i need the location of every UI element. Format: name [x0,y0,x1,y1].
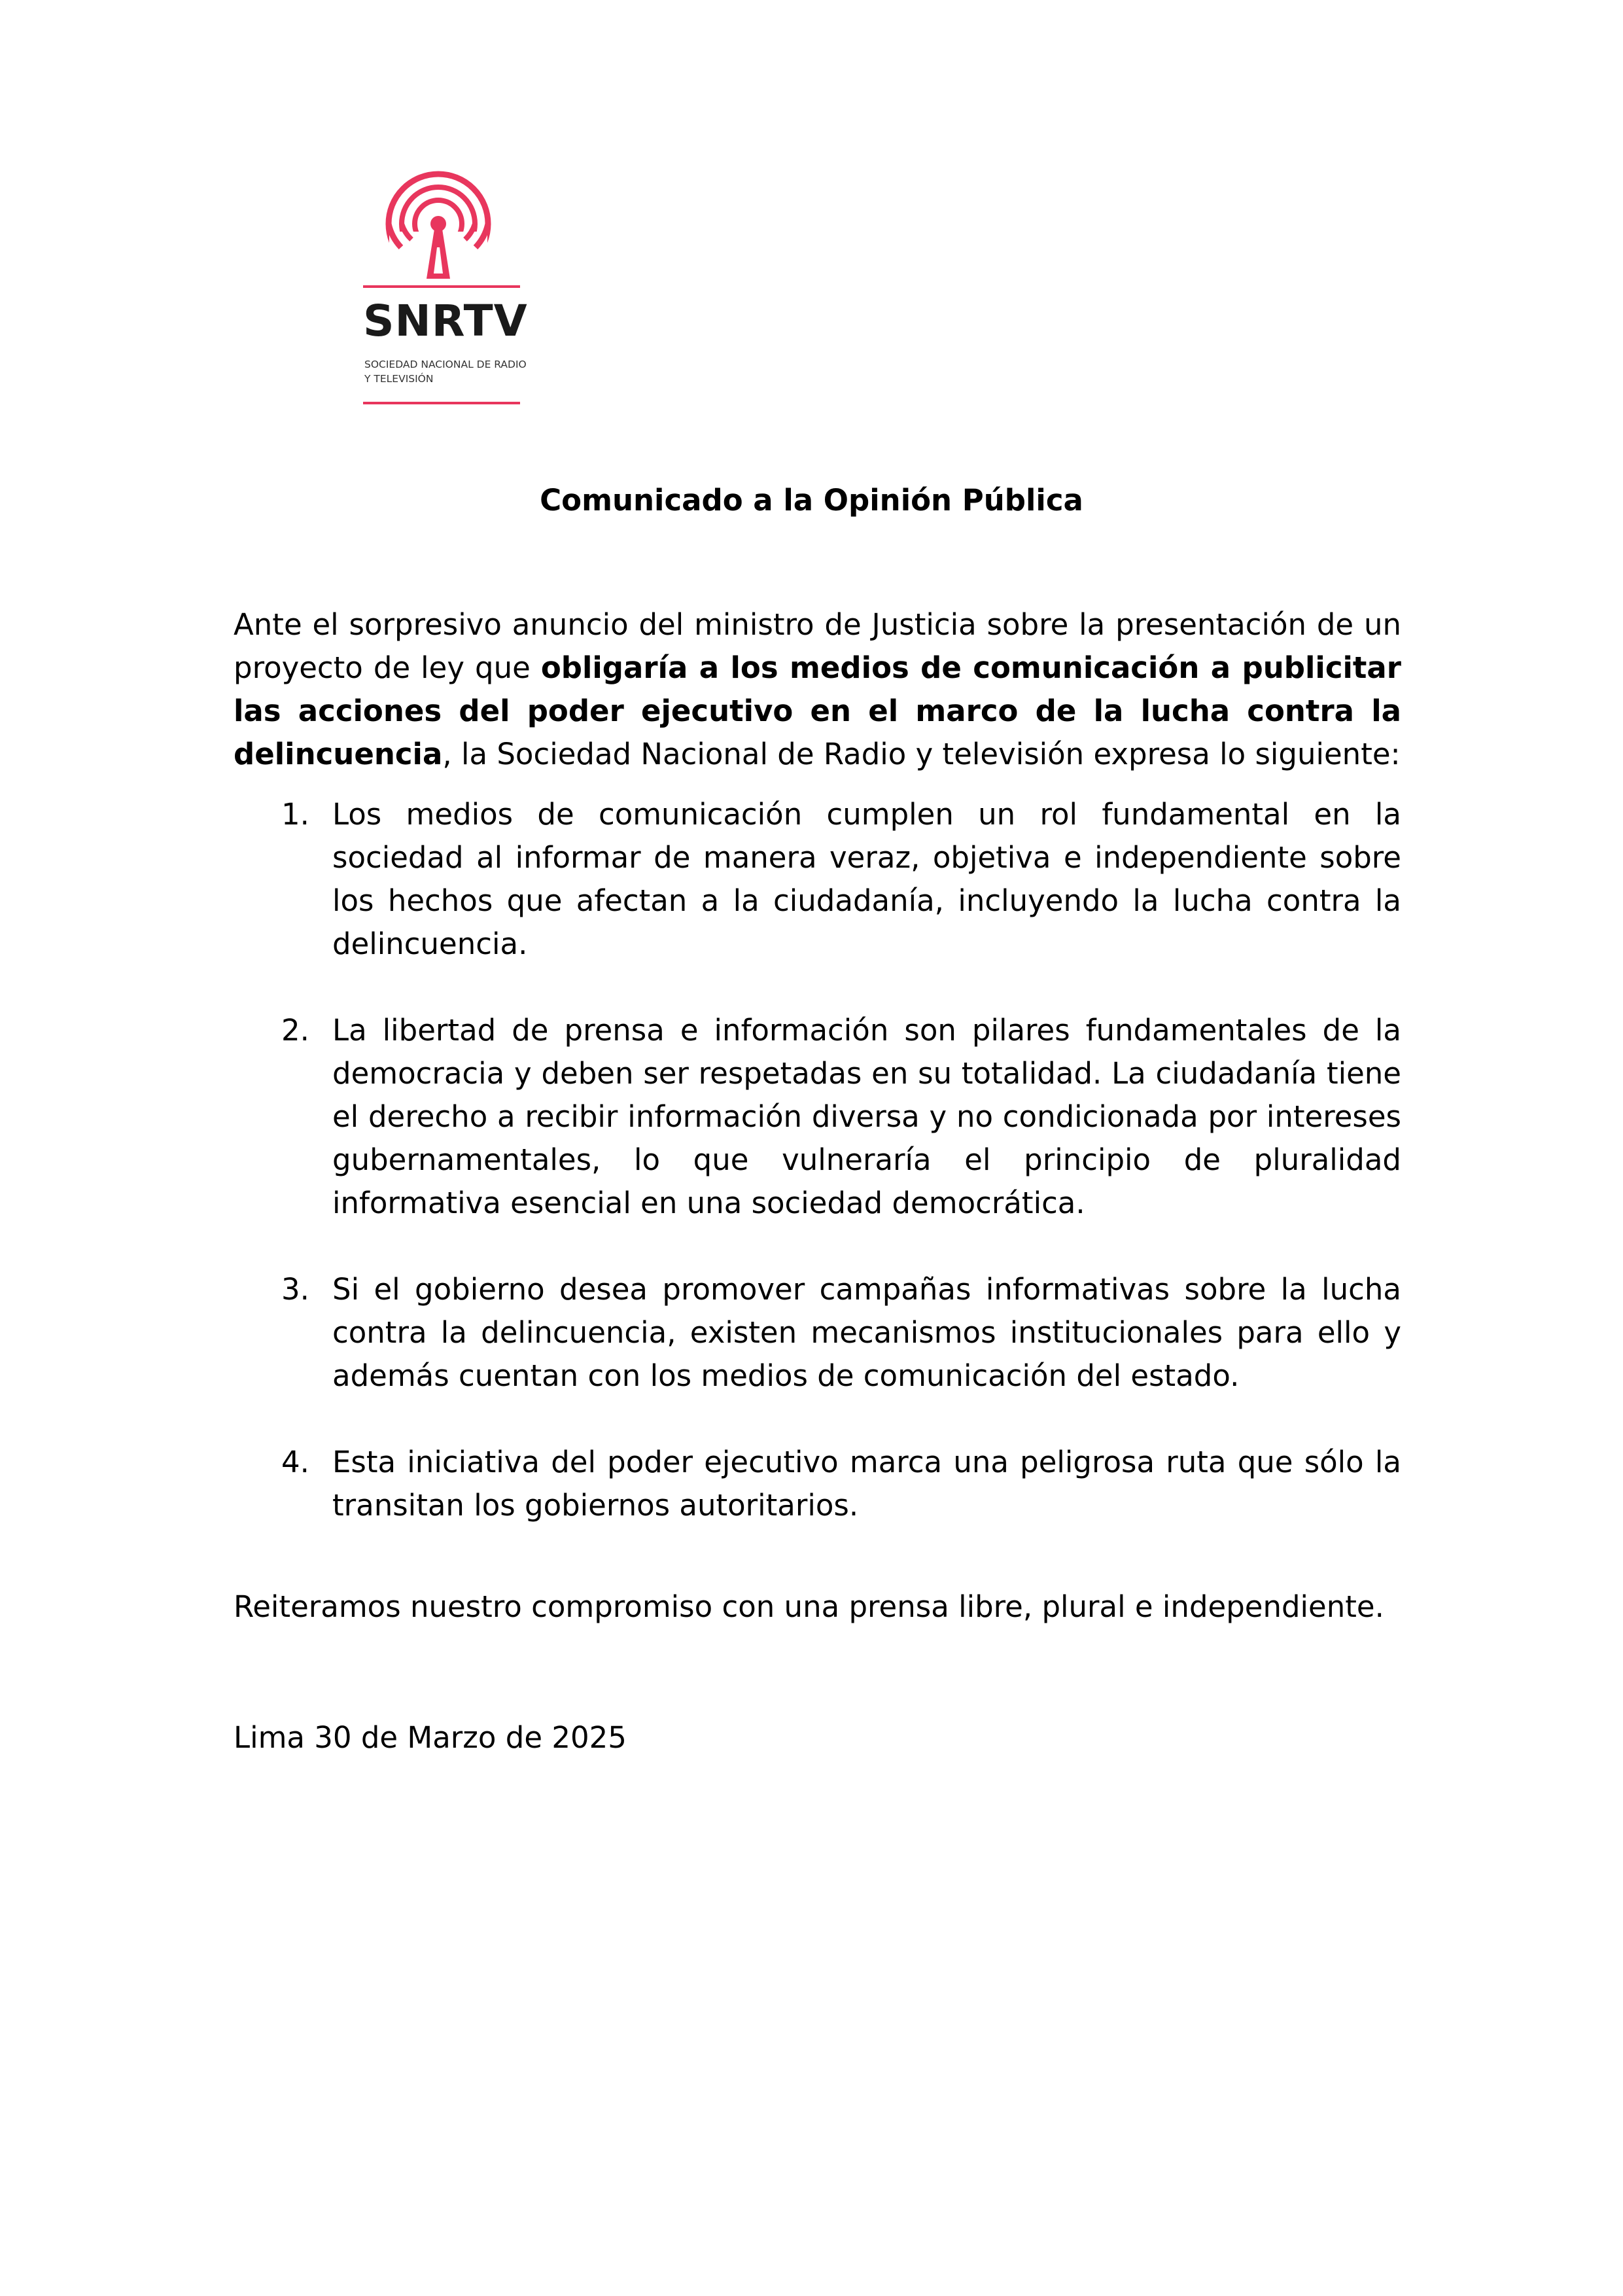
intro-text-end: , la Sociedad Nacional de Radio y televisión expresa lo siguiente: [442,737,1401,771]
logo-divider-top [363,285,520,288]
closing-statement: Reiteramos nuestro compromiso con una prensa libre, plural e independiente. [234,1589,1384,1624]
logo-subtitle: SOCIEDAD NACIONAL DE RADIO Y TELEVISIÓN [364,359,527,385]
list-item-number: 2. [281,1013,309,1048]
list-item [234,1009,1401,1225]
points-list [234,793,1401,1527]
intro-text-start: Ante el sorpresivo anuncio del ministro de Justicia sobre la presentación de un proyecto de ley que [234,607,1401,685]
list-item-number: 3. [281,1272,309,1307]
document-body [234,603,1401,1527]
list-item-number: 4. [281,1445,309,1479]
list-item [234,1441,1401,1527]
logo-divider-bottom [363,402,520,404]
intro-paragraph [234,603,1401,776]
intro-text-bold: obligaría a los medios de comunicación a publicitar las acciones del poder ejecutivo en el marco de la lucha contra la delincuencia [234,650,1401,771]
document-date: Lima 30 de Marzo de 2025 [234,1720,627,1755]
list-item-number: 1. [281,797,309,832]
list-item-text: La libertad de prensa e información son pilares fundamentales de la democracia y deben ser respetadas en su totalidad. La ciudadanía tiene el derecho a recibir información diversa y no condicionada por intereses gubernamentales, lo que vulneraría el principio de pluralidad informativa esencial en una sociedad democrática. [332,1013,1401,1220]
list-item-text: Los medios de comunicación cumplen un rol fundamental en la sociedad al informar de manera veraz, objetiva e independiente sobre los hechos que afectan a la ciudadanía, incluyendo la lucha contra la delincuencia. [332,797,1401,961]
logo-name: SNRTV [363,296,528,346]
list-item-text: Si el gobierno desea promover campañas informativas sobre la lucha contra la delincuencia, existen mecanismos institucionales para ello y además cuentan con los medios de comunicación del estado. [332,1272,1401,1393]
list-item [234,793,1401,966]
document-title: Comunicado a la Opinión Pública [540,483,1083,518]
radio-tower-icon [363,169,527,287]
list-item-text: Esta iniciativa del poder ejecutivo marca una peligrosa ruta que sólo la transitan los gobiernos autoritarios. [332,1445,1401,1523]
snrtv-logo [363,169,527,404]
list-item [234,1268,1401,1398]
